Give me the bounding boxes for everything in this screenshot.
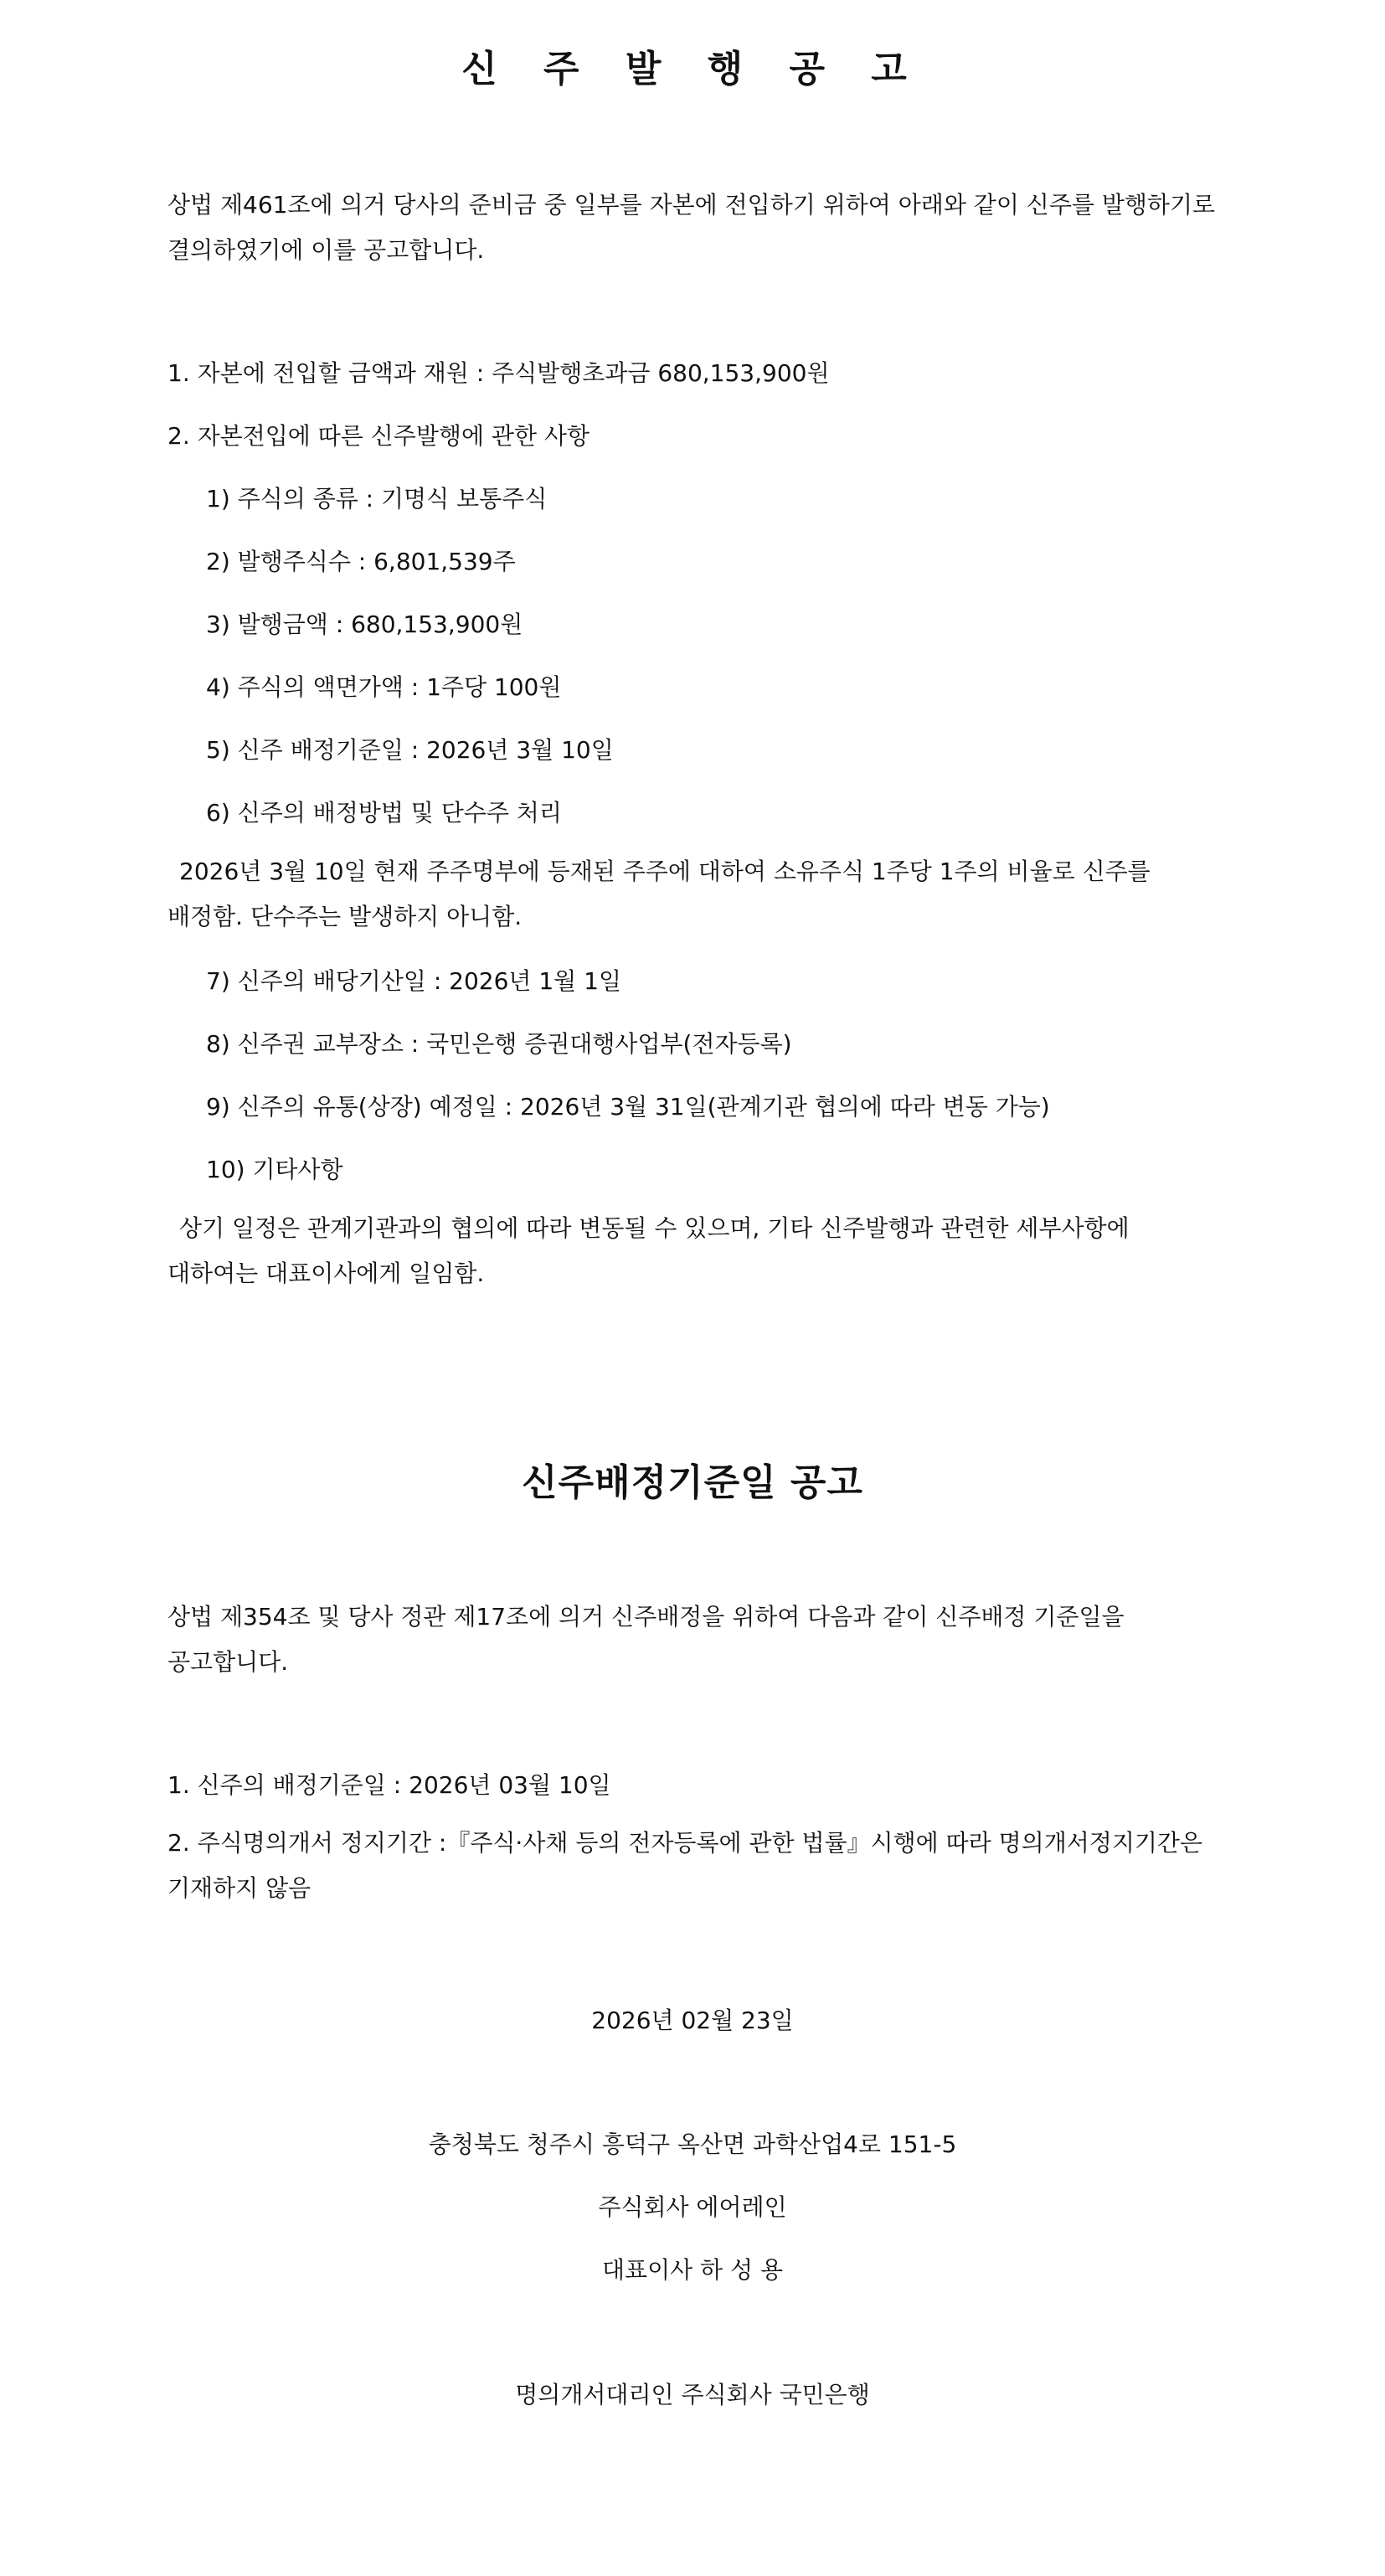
notice1-sub-6: 6) 신주의 배정방법 및 단수주 처리 [206,799,562,827]
company-name: 주식회사 에어레인 [598,2193,787,2221]
notice2-intro: 상법 제354조 및 당사 정관 제17조에 의거 신주배정을 위하여 다음과 같이 신주배정 기준일을 공고합니다. [167,1603,1125,1676]
notice1-sub-8: 8) 신주권 교부장소 : 국민은행 증권대행사업부(전자등록) [206,1030,792,1058]
transfer-agent: 명의개서대리인 주식회사 국민은행 [515,2381,870,2409]
notice-title-new-share-issue: 신 주 발 행 공 고 [461,48,924,90]
notice1-item-2: 2. 자본전입에 따른 신주발행에 관한 사항 [167,422,590,450]
notice2-item-1: 1. 신주의 배정기준일 : 2026년 03월 10일 [167,1771,611,1799]
notice1-sub-10: 10) 기타사항 [206,1156,343,1183]
notice1-item-1: 1. 자본에 전입할 금액과 재원 : 주식발행초과금 680,153,900원 [167,359,830,387]
notice1-sub-4: 4) 주식의 액면가액 : 1주당 100원 [206,673,562,701]
notice-date: 2026년 02월 23일 [591,2007,794,2034]
notice1-sub-6-detail: 2026년 3월 10일 현재 주주명부에 등재된 주주에 대하여 소유주식 1주당 1주의 비율로 신주를 배정함. 단수주는 발생하지 아니함. [167,858,1151,930]
notice1-sub-1: 1) 주식의 종류 : 기명식 보통주식 [206,485,548,513]
notice1-sub-10-detail: 상기 일정은 관계기관과의 협의에 따라 변동될 수 있으며, 기타 신주발행과 관련한 세부사항에 대하여는 대표이사에게 일임함. [167,1214,1130,1287]
notice-title-record-date: 신주배정기준일 공고 [522,1461,863,1504]
notice2-item-2: 2. 주식명의개서 정지기간 :『주식·사채 등의 전자등록에 관한 법률』시행에 따라 명의개서정지기간은 기재하지 않음 [167,1829,1203,1902]
ceo-name: 대표이사 하 성 용 [601,2256,784,2284]
notice1-sub-3: 3) 발행금액 : 680,153,900원 [206,611,523,638]
notice1-intro: 상법 제461조에 의거 당사의 준비금 중 일부를 자본에 전입하기 위하여 아래와 같이 신주를 발행하기로 결의하였기에 이를 공고합니다. [167,191,1216,264]
company-address: 충청북도 청주시 흥덕구 옥산면 과학산업4로 151-5 [428,2130,957,2158]
notice1-sub-5: 5) 신주 배정기준일 : 2026년 3월 10일 [206,736,614,764]
notice1-sub-2: 2) 발행주식수 : 6,801,539주 [206,548,516,575]
notice1-sub-7: 7) 신주의 배당기산일 : 2026년 1월 1일 [206,967,621,995]
notice1-sub-9: 9) 신주의 유통(상장) 예정일 : 2026년 3월 31일(관계기관 협의에 따라 변동 가능) [206,1093,1050,1121]
